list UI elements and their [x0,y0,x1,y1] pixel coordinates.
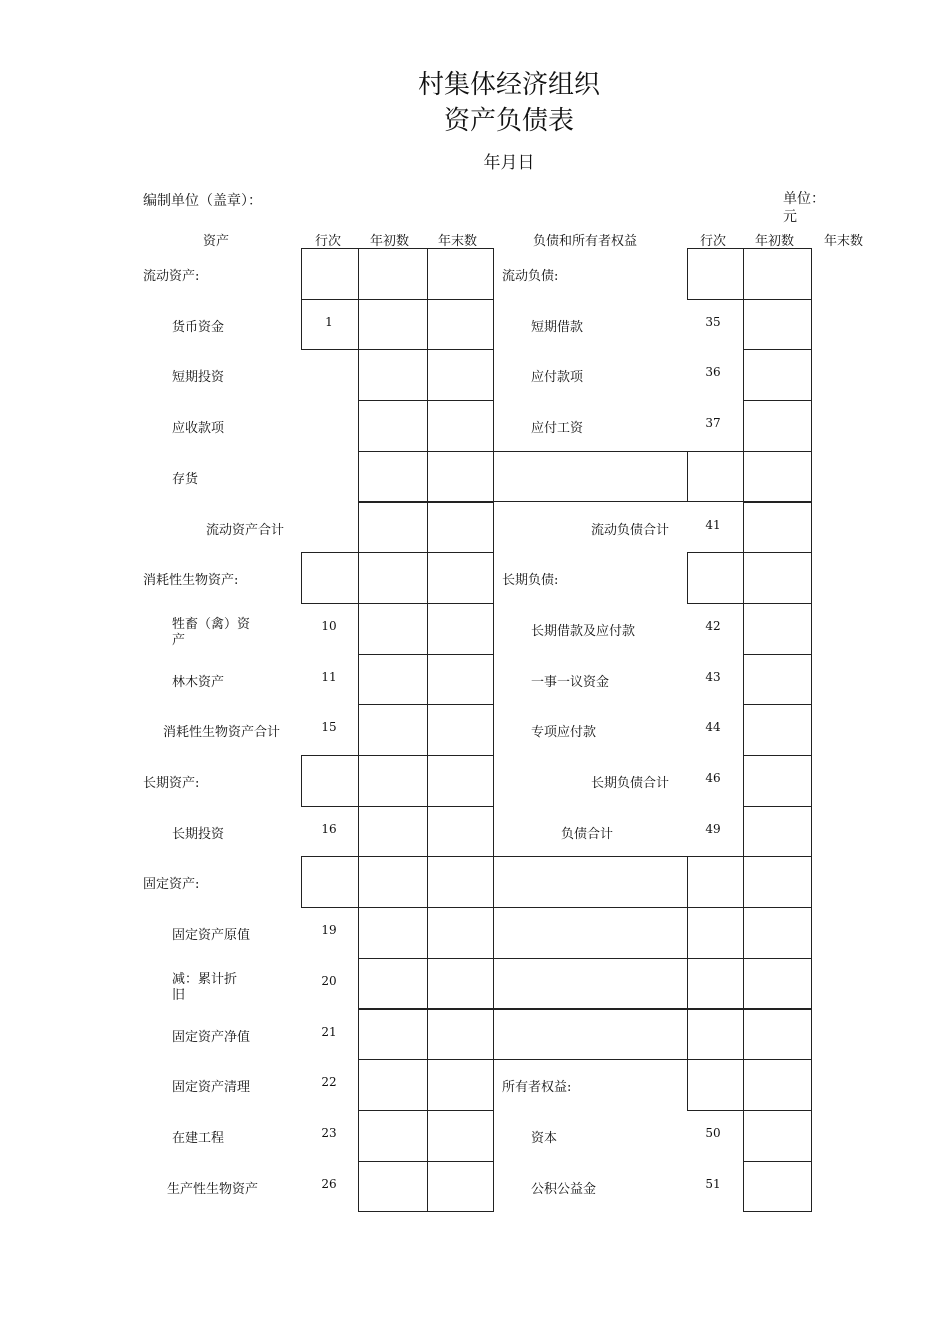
asset-row-number: 11 [321,669,337,684]
liability-item-label: 负债合计 [561,826,614,842]
liability-item-label: 长期借款及应付款 [531,623,636,639]
liability-row-number: 46 [705,771,721,785]
column-header-end-right: 年末数 [824,234,864,249]
liability-item-label: 短期借款 [531,319,584,335]
asset-item-label: 流动资产: [143,269,200,284]
begin-amount-cell-right [743,248,812,300]
asset-item-label: 消耗性生物资产: [143,573,239,589]
end-amount-cell-left [427,248,494,300]
liability-item-label: 专项应付款 [531,725,597,741]
begin-amount-cell-left [358,451,428,503]
asset-row-number: 1 [325,314,333,329]
row-no-cell-right [687,451,744,503]
liability-item-label: 长期负债: [502,573,559,589]
row-no-cell-right [687,856,744,908]
asset-row-number: 19 [321,923,337,938]
liability-item-label: 应付款项 [531,370,584,386]
row-no-cell-right [687,907,744,959]
begin-amount-cell-right [743,1009,812,1061]
begin-amount-cell-left [358,907,428,959]
column-header-row-no-right: 行次 [700,234,727,249]
begin-amount-cell-right [743,856,812,908]
asset-item-label: 固定资产净值 [172,1029,251,1045]
begin-amount-cell-left [358,1059,428,1111]
liability-row-number: 50 [705,1125,721,1140]
end-amount-cell-left [427,806,494,858]
column-header-row-no-left: 行次 [315,234,342,249]
currency-unit-line-1: 单位： [783,191,825,207]
begin-amount-cell-right [743,958,812,1010]
asset-item-label: 牲畜（禽）资 [172,616,251,632]
end-amount-cell-left [427,1110,494,1162]
liability-item-label: 流动负债: [502,269,559,284]
begin-amount-cell-left [358,299,428,351]
end-amount-cell-left [427,1161,494,1213]
begin-amount-cell-right [743,1110,812,1162]
column-header-liabilities: 负债和所有者权益 [533,234,638,249]
liability-row-number: 41 [705,517,721,532]
liability-item-label: 公积公益金 [531,1181,597,1197]
row-no-cell-right [687,552,744,604]
asset-item-label: 长期投资 [172,826,225,842]
liability-row-number: 36 [705,365,721,380]
begin-amount-cell-left [358,349,428,401]
begin-amount-cell-right [743,502,812,554]
asset-item-label: 存货 [172,471,199,487]
liability-row-number: 43 [705,669,721,684]
column-header-assets: 资产 [203,234,230,249]
asset-item-label: 固定资产: [143,877,200,893]
asset-item-label-cont: 旧 [172,987,186,1003]
asset-item-label: 流动资产合计 [206,522,285,538]
liability-row-number: 51 [705,1176,721,1191]
end-amount-cell-left [427,552,494,604]
row-no-cell-left [301,856,359,908]
begin-amount-cell-left [358,1161,428,1213]
end-amount-cell-left [427,451,494,503]
liability-item-label: 资本 [531,1130,558,1146]
end-amount-cell-left [427,755,494,807]
asset-item-label: 消耗性生物资产合计 [163,725,281,741]
column-header-begin-right: 年初数 [755,234,795,249]
title-line-1: 村集体经济组织 [417,70,600,100]
begin-amount-cell-right [743,704,812,756]
asset-row-number: 10 [321,618,337,633]
end-amount-cell-left [427,907,494,959]
column-header-begin-left: 年初数 [370,234,410,249]
asset-item-label: 短期投资 [172,370,225,386]
asset-row-number: 21 [321,1024,337,1039]
end-amount-cell-left [427,1059,494,1111]
begin-amount-cell-left [358,958,428,1010]
end-amount-cell-left [427,603,494,655]
end-amount-cell-left [427,704,494,756]
end-amount-cell-left [427,958,494,1010]
begin-amount-cell-left [358,1110,428,1162]
end-amount-cell-left [427,349,494,401]
currency-unit-label [783,190,825,226]
begin-amount-cell-right [743,552,812,604]
liability-item-label: 一事一议资金 [531,674,610,690]
asset-item-label: 减：累计折 [172,971,238,987]
asset-row-number: 20 [321,973,337,988]
end-amount-cell-left [427,400,494,452]
liability-label-cell [493,1009,688,1061]
begin-amount-cell-left [358,400,428,452]
row-no-cell-right [687,248,744,300]
begin-amount-cell-right [743,603,812,655]
asset-item-label-cont: 产 [172,632,186,648]
liability-row-number: 44 [705,720,721,735]
begin-amount-cell-left [358,755,428,807]
end-amount-cell-left [427,856,494,908]
asset-item-label: 固定资产原值 [172,928,251,944]
asset-item-label: 固定资产清理 [172,1080,251,1096]
begin-amount-cell-left [358,248,428,300]
asset-item-label: 长期资产: [143,776,200,791]
compiling-unit-label: 编制单位（盖章）： [143,193,262,209]
row-no-cell-left [301,248,359,300]
begin-amount-cell-left [358,1009,428,1061]
liability-label-cell [493,907,688,959]
begin-amount-cell-left [358,704,428,756]
currency-unit-line-2: 元 [783,209,797,225]
end-amount-cell-left [427,299,494,351]
asset-row-number: 22 [321,1075,337,1090]
begin-amount-cell-left [358,806,428,858]
begin-amount-cell-right [743,299,812,351]
liability-label-cell [493,451,688,503]
liability-label-cell [493,958,688,1010]
asset-item-label: 应收款项 [172,421,225,437]
asset-item-label: 在建工程 [172,1130,225,1146]
asset-row-number: 15 [321,720,337,735]
begin-amount-cell-left [358,654,428,706]
row-no-cell-left [301,755,359,807]
begin-amount-cell-right [743,806,812,858]
begin-amount-cell-left [358,603,428,655]
asset-row-number: 26 [321,1176,337,1191]
begin-amount-cell-right [743,349,812,401]
begin-amount-cell-left [358,856,428,908]
asset-item-label: 生产性生物资产 [167,1181,259,1197]
asset-item-label: 货币资金 [172,319,225,335]
column-header-end-left: 年末数 [438,234,478,249]
liability-label-cell [493,856,688,908]
liability-item-label: 所有者权益: [502,1080,572,1096]
liability-row-number: 49 [705,821,721,836]
liability-row-number: 35 [705,314,721,329]
liability-row-number: 37 [705,416,721,431]
liability-item-label: 流动负债合计 [591,522,670,538]
title-line-2: 资产负债表 [443,106,574,136]
row-no-cell-right [687,1009,744,1061]
report-date: 年月日 [483,153,535,173]
row-no-cell-right [687,958,744,1010]
begin-amount-cell-left [358,502,428,554]
begin-amount-cell-right [743,755,812,807]
asset-row-number: 23 [321,1125,337,1140]
begin-amount-cell-right [743,400,812,452]
begin-amount-cell-left [358,552,428,604]
begin-amount-cell-right [743,451,812,503]
end-amount-cell-left [427,502,494,554]
liability-row-number: 42 [705,618,721,633]
liability-item-label: 应付工资 [531,421,584,437]
begin-amount-cell-right [743,1161,812,1213]
begin-amount-cell-right [743,907,812,959]
liability-item-label: 长期负债合计 [591,776,670,791]
row-no-cell-left [301,552,359,604]
asset-item-label: 林木资产 [172,674,225,690]
begin-amount-cell-right [743,654,812,706]
row-no-cell-right [687,1059,744,1111]
asset-row-number: 16 [321,821,337,836]
end-amount-cell-left [427,654,494,706]
end-amount-cell-left [427,1009,494,1061]
begin-amount-cell-right [743,1059,812,1111]
